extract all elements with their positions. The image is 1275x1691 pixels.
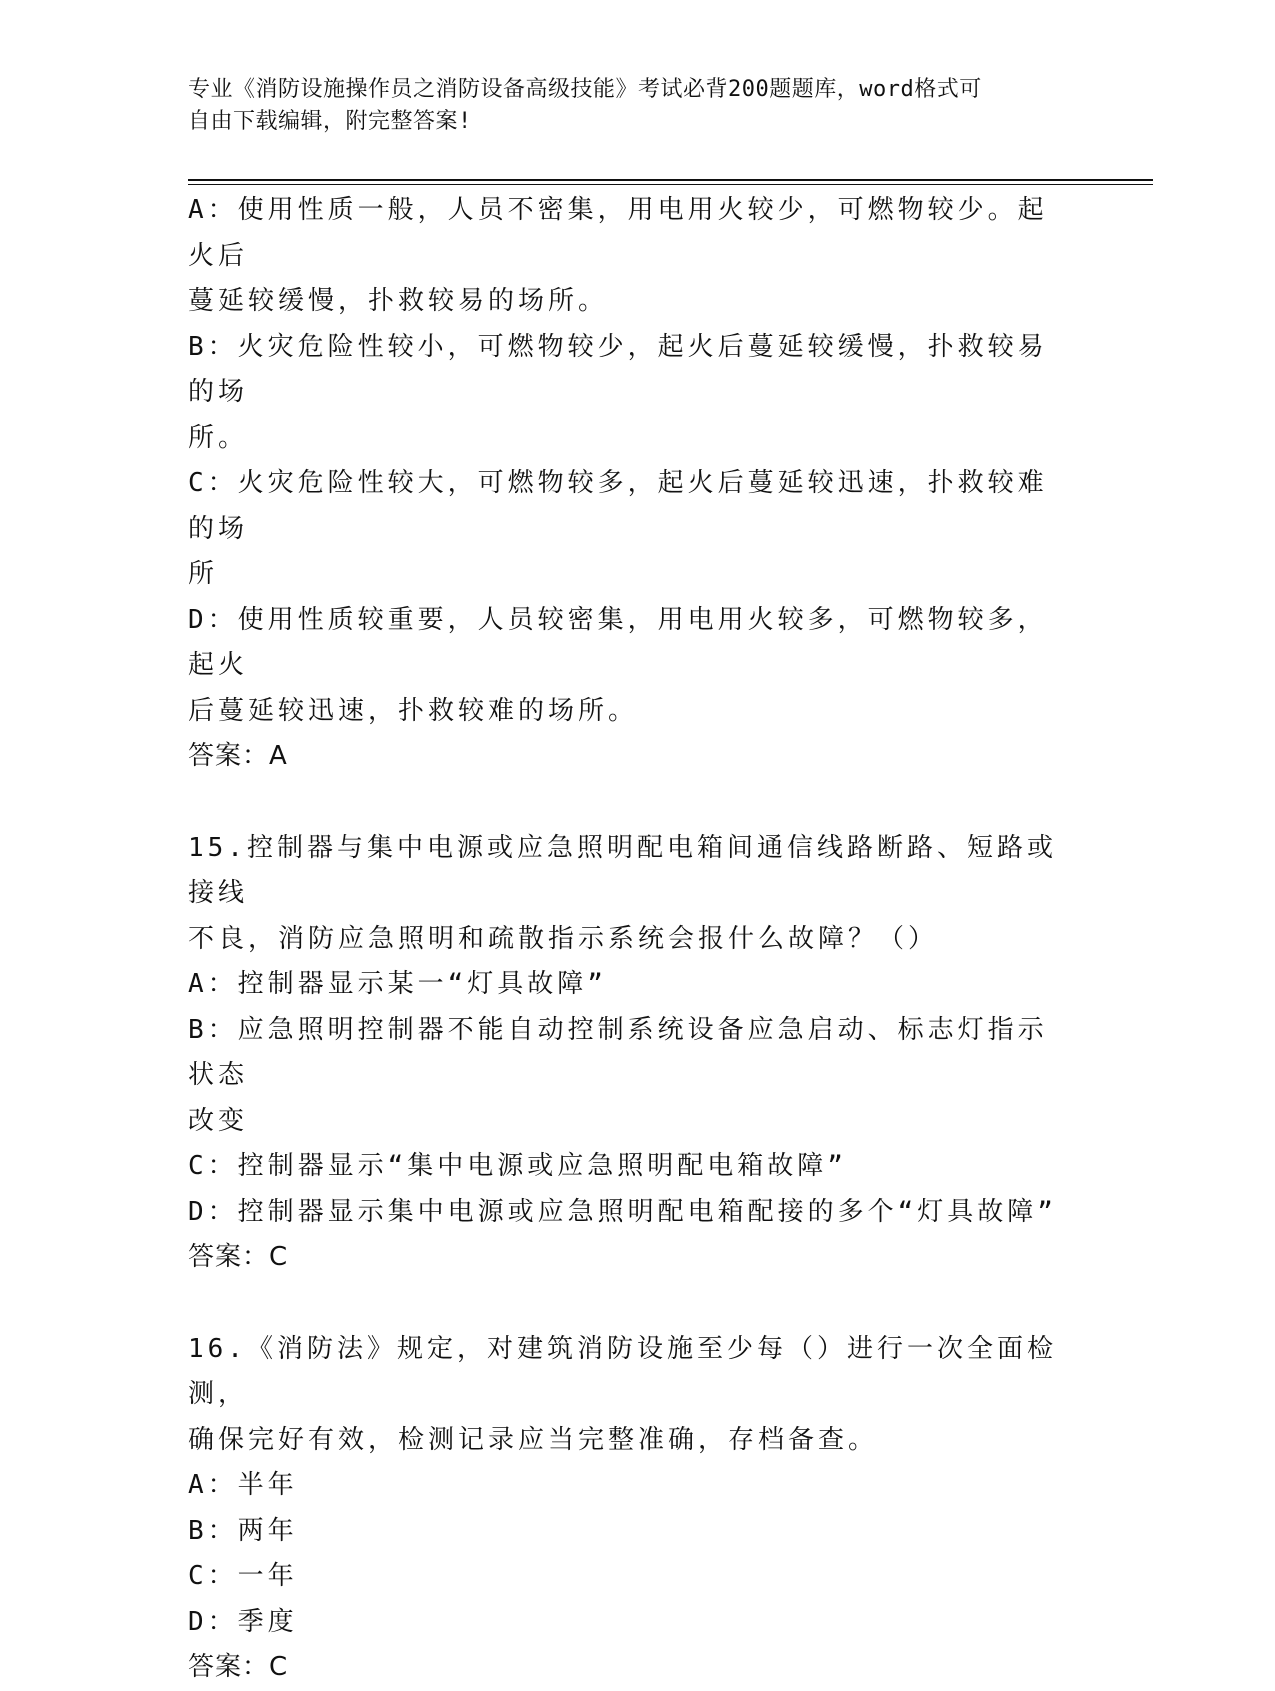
q15-option-c: C：控制器显示“集中电源或应急照明配电箱故障” [188,1151,847,1181]
question-15-block [188,826,1068,1281]
question-16-block [188,1327,1068,1691]
q14-option-c-line-1: C：火灾危险性较大，可燃物较多，起火后蔓延较迅速，扑救较难的场 [188,468,1048,544]
q14-option-a-line-2: 蔓延较缓慢，扑救较易的场所。 [188,286,609,316]
q16-option-b: B：两年 [188,1515,298,1546]
q15-stem-line-1: 15.控制器与集中电源或应急照明配电箱间通信线路断路、短路或接线 [188,832,1057,908]
q14-answer: 答案：A [188,741,288,771]
header-title-line-2: 自由下载编辑，附完整答案! [188,109,472,134]
q14-option-b-line-2: 所。 [188,422,249,453]
document-header [188,74,1068,138]
q14-option-d-line-2: 后蔓延较迅速，扑救较难的场所。 [188,695,639,726]
q14-option-c-line-2: 所 [188,559,219,589]
question-spacer [188,1281,1068,1327]
q14-option-d-line-1: D：使用性质较重要，人员较密集，用电用火较多，可燃物较多，起火 [188,604,1048,680]
q14-option-b-line-1: B：火灾危险性较小，可燃物较少，起火后蔓延较缓慢，扑救较易的场 [188,331,1048,407]
question-spacer [188,780,1068,826]
q15-option-d: D：控制器显示集中电源或应急照明配电箱配接的多个“灯具故障” [188,1196,1057,1227]
question-content [188,188,1068,1691]
header-title-line-1: 专业《消防设施操作员之消防设备高级技能》考试必背200题题库，word格式可 [188,77,982,102]
q16-option-d: D：季度 [188,1606,298,1637]
header-divider-thick [188,179,1153,181]
q14-option-a-line-1: A：使用性质一般，人员不密集，用电用火较少，可燃物较少。起火后 [188,195,1048,271]
q15-option-b-line-1: B：应急照明控制器不能自动控制系统设备应急启动、标志灯指示状态 [188,1014,1048,1090]
q16-stem-line-1: 16.《消防法》规定，对建筑消防设施至少每（）进行一次全面检测， [188,1333,1057,1409]
q15-stem-line-2: 不良，消防应急照明和疏散指示系统会报什么故障？（） [188,923,939,954]
q16-stem-line-2: 确保完好有效，检测记录应当完整准确，存档备查。 [188,1424,879,1455]
question-14-block [188,188,1068,780]
q15-option-b-line-2: 改变 [188,1105,249,1136]
q15-answer: 答案：C [188,1242,289,1272]
q16-option-a: A：半年 [188,1470,298,1500]
q16-answer: 答案：C [188,1652,289,1682]
header-divider-thin [188,184,1153,185]
q15-option-a: A：控制器显示某一“灯具故障” [188,969,607,999]
q16-option-c: C：一年 [188,1561,298,1591]
